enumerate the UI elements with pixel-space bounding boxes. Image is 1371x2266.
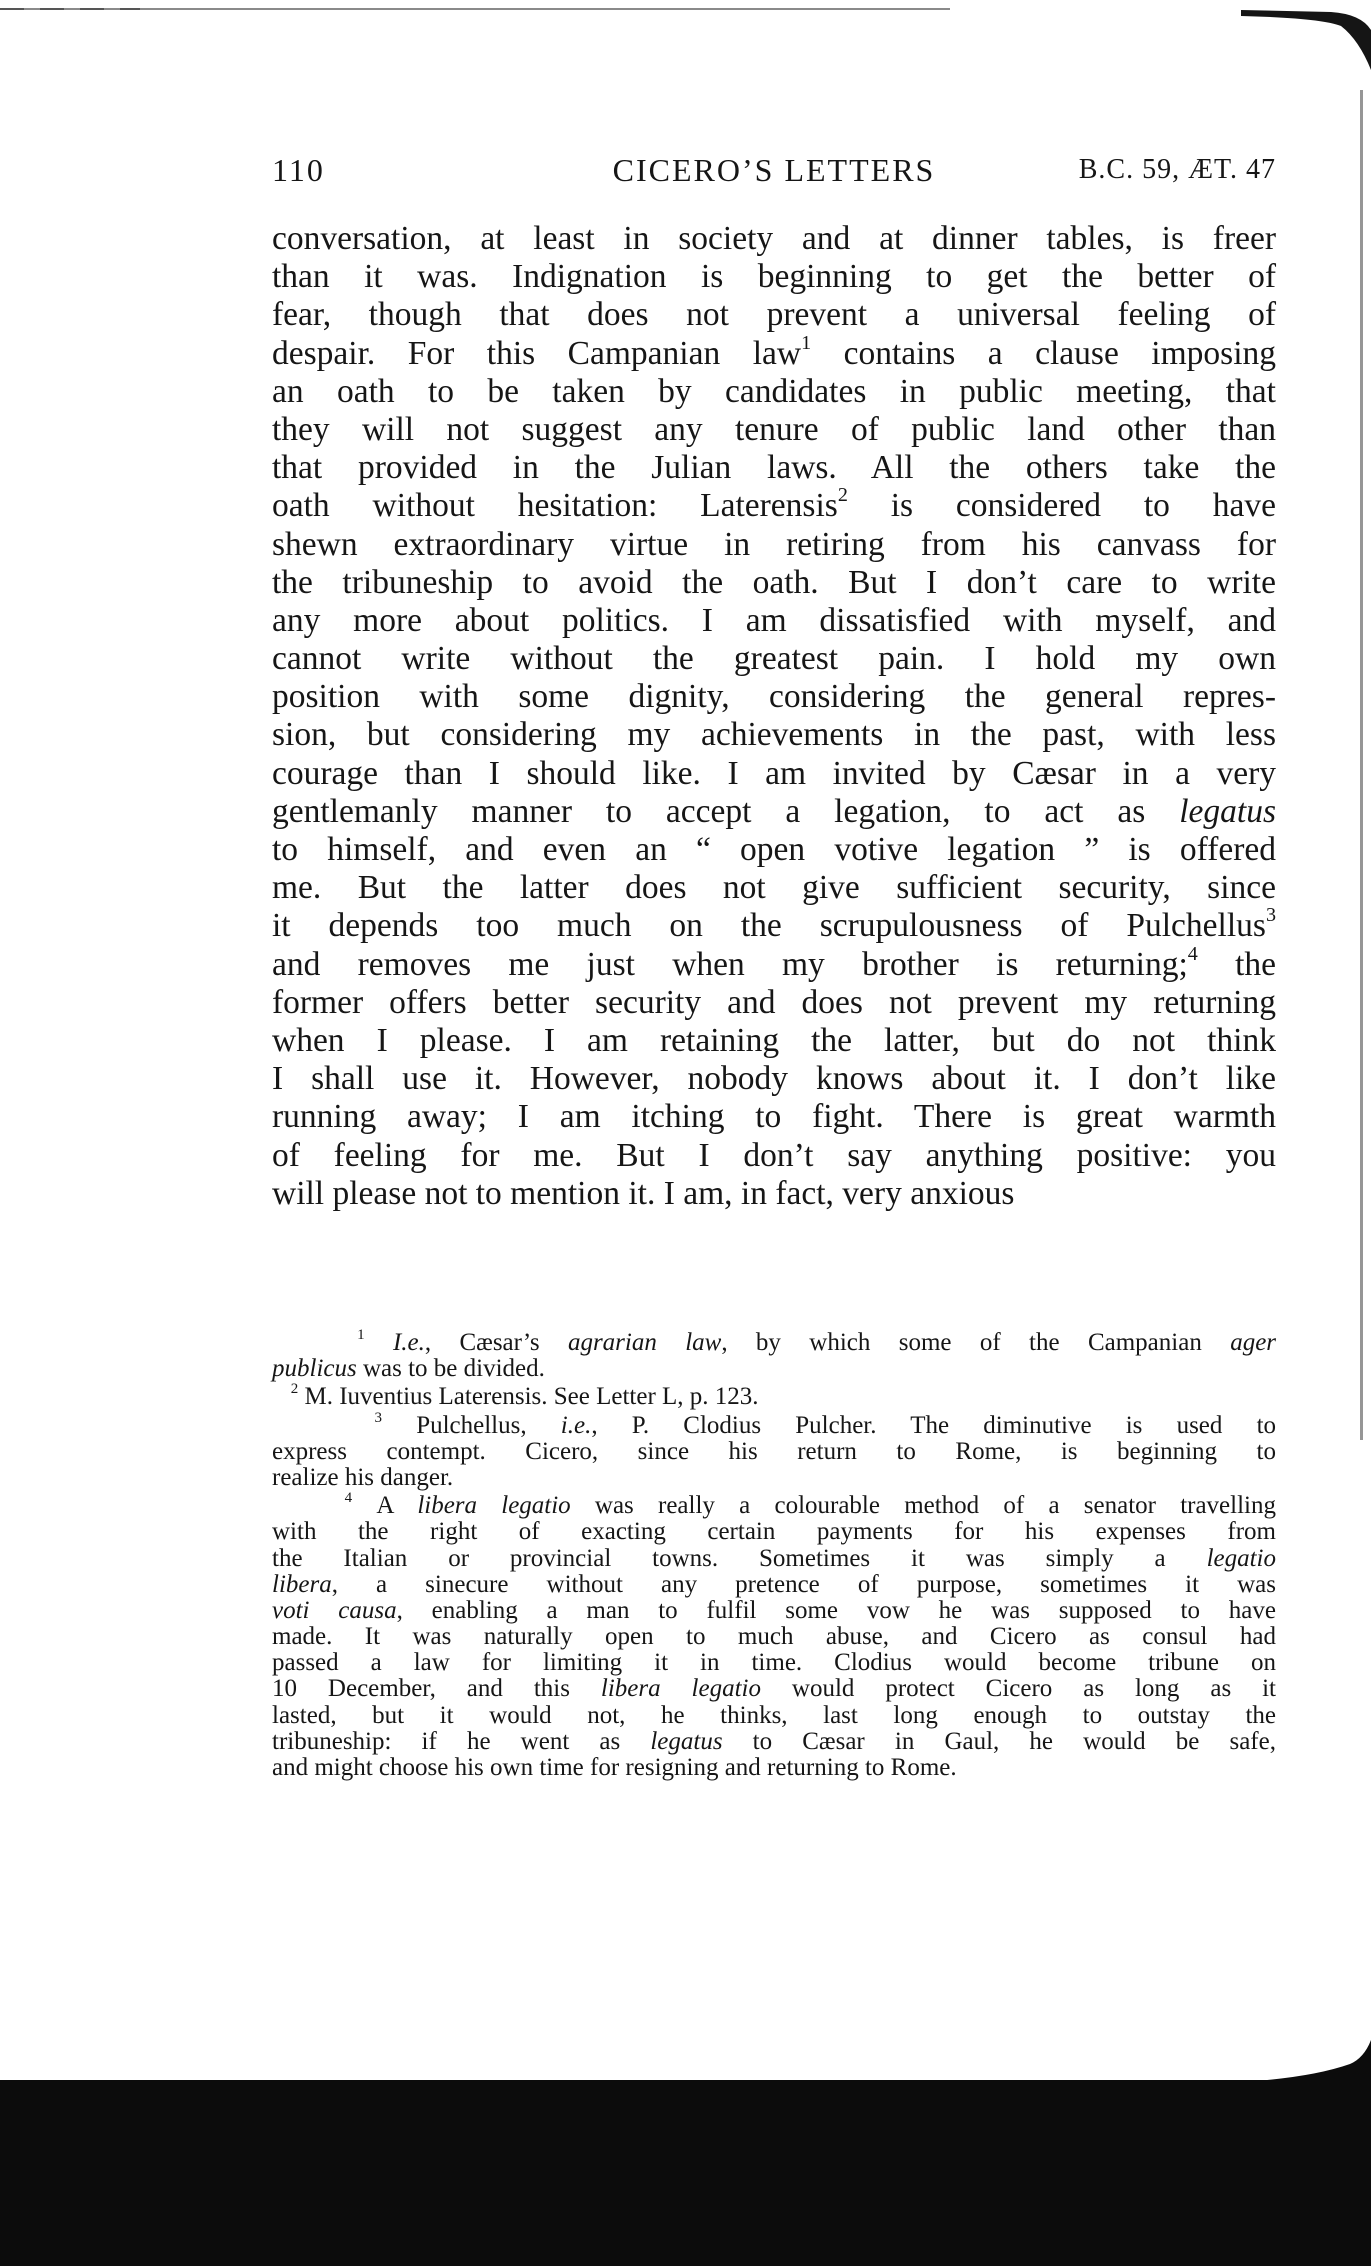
footnote-number: 1 <box>357 1327 365 1343</box>
text-line: cannot write without the greatest pain. I hold my own <box>272 640 1276 678</box>
text-line: and removes me just when my brother is returning;$^4$ the <box>272 942 1276 983</box>
running-date: B.C. 59, ÆT. 47 <box>1078 154 1276 185</box>
footnote-4-cont: the Italian or provincial towns. Sometimes it was simply a legatio <box>272 1544 1276 1572</box>
footnote-marker: 2 <box>837 484 848 507</box>
running-head <box>272 152 1276 196</box>
text-line: fear, though that does not prevent a universal feeling of <box>272 296 1276 334</box>
footnote-number: 2 <box>290 1381 299 1398</box>
text-line: when I please. I am retaining the latter, but do not think <box>272 1021 1276 1059</box>
footnote-2: $^2$ M. Iuventius Laterensis. See Letter L, p. 123. <box>290 1381 759 1411</box>
footnote-4-cont: 10 December, and this libera legatio would protect Cicero as long as it <box>272 1675 1276 1703</box>
text-line: despair. For this Campanian law$^1$ contains a clause imposing <box>272 331 1277 372</box>
text-line: that provided in the Julian laws. All the others take the <box>272 449 1276 487</box>
text-line: than it was. Indignation is beginning to get the better of <box>272 258 1276 296</box>
text-line: an oath to be taken by candidates in public meeting, that <box>272 372 1276 410</box>
text-line: I shall use it. However, nobody knows about it. I don’t like <box>272 1060 1276 1098</box>
text-line: conversation, at least in society and at dinner tables, is freer <box>272 220 1276 257</box>
page-corner-curl-shape <box>1241 10 1371 70</box>
footnote-4-cont: made. It was naturally open to much abuse, and Cicero as consul had <box>272 1623 1276 1651</box>
footnote-4-cont: tribuneship: if he went as legatus to Cæsar in Gaul, he would be safe, <box>272 1727 1276 1755</box>
text-line: position with some dignity, considering the general repres- <box>272 678 1276 716</box>
footnotes <box>272 1327 1277 1781</box>
text-line: courage than I should like. I am invited by Cæsar in a very <box>272 754 1276 792</box>
footnote-number: 4 <box>344 1490 353 1507</box>
footnote-4-cont: lasted, but it would not, he thinks, last long enough to outstay the <box>272 1701 1276 1729</box>
text-line: running away; I am itching to fight. There is great warmth <box>272 1098 1276 1136</box>
scan-edge-line <box>1360 90 1363 1440</box>
footnote-number: 3 <box>374 1409 383 1426</box>
footnote-4-cont: passed a law for limiting it in time. Clodius would become tribune on <box>272 1649 1276 1677</box>
text-line: former offers better security and does not prevent my returning <box>272 983 1276 1021</box>
text-line: of feeling for me. But I don’t say anything positive: you <box>272 1136 1276 1174</box>
footnote-1-cont: publicus was to be divided. <box>272 1355 545 1383</box>
text-line: will please not to mention it. I am, in fact, very anxious <box>272 1174 1015 1212</box>
text-line: any more about politics. I am dissatisfied with myself, and <box>272 601 1276 639</box>
scan-bottom-band <box>0 2080 1371 2266</box>
footnote-marker: 3 <box>1265 904 1276 927</box>
footnote-4-cont: and might choose his own time for resigning and returning to Rome. <box>272 1754 957 1781</box>
text-line: shewn extraordinary virtue in retiring from his canvass for <box>272 525 1276 563</box>
text-line: sion, but considering my achievements in the past, with less <box>272 716 1276 754</box>
footnote-marker: 4 <box>1187 942 1198 965</box>
footnote-4-cont: voti causa, enabling a man to fulfil some vow he was supposed to have <box>272 1596 1276 1624</box>
text-line: it depends too much on the scrupulousness of Pulchellus$^3$ <box>272 904 1276 945</box>
text-line: gentlemanly manner to accept a legation, to act as legatus <box>272 792 1276 830</box>
footnote-4-cont: libera, a sinecure without any pretence of purpose, sometimes it was <box>272 1570 1276 1598</box>
text-line: me. But the latter does not give sufficient security, since <box>272 869 1276 907</box>
text-line: to himself, and even an “ open votive legation ” is offered <box>272 831 1276 868</box>
footnote-3: $^3$ Pulchellus, i.e., P. Clodius Pulcher. The diminutive is used to <box>374 1409 1277 1439</box>
footnote-1: $^1$ I.e., Cæsar’s agrarian law, by which some of the Campanian ager <box>357 1327 1277 1356</box>
footnote-4: $^4$ A libera legatio was really a colourable method of a senator travelling <box>344 1490 1276 1520</box>
text-line: oath without hesitation: Laterensis$^2$ is considered to have <box>272 484 1276 525</box>
footnote-3-cont: realize his danger. <box>272 1463 454 1491</box>
footnote-marker: 1 <box>801 331 812 354</box>
footnote-3-cont: express contempt. Cicero, since his return to Rome, is beginning to <box>272 1437 1276 1465</box>
page-corner-curl <box>1241 0 1371 90</box>
footnote-4-cont: with the right of exacting certain payments for his expenses from <box>272 1518 1276 1546</box>
page-number: 110 <box>272 152 325 188</box>
scan-top-dash <box>0 8 140 10</box>
body-text <box>272 220 1276 1213</box>
text-line: the tribuneship to avoid the oath. But I don’t care to write <box>272 563 1276 601</box>
scan-top-rule <box>0 8 950 10</box>
text-line: they will not suggest any tenure of public land other than <box>272 410 1276 448</box>
running-title: CICERO’S LETTERS <box>612 152 936 188</box>
